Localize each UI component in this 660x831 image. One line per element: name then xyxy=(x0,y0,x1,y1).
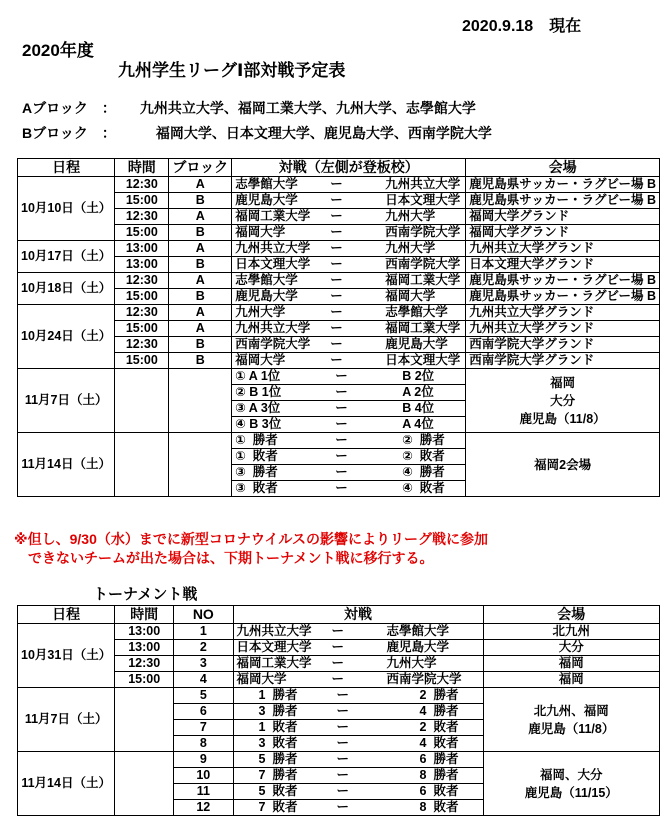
match-cell xyxy=(233,656,483,672)
time-cell: 13:00 xyxy=(115,257,169,273)
versus-dash: ー xyxy=(330,193,343,207)
away-team: ④ 敗者 xyxy=(402,481,445,495)
match-cell xyxy=(233,752,483,768)
away-team: 九州大学 xyxy=(385,209,436,223)
block-cell xyxy=(169,369,232,433)
match-cell xyxy=(232,385,466,401)
time-cell: 13:00 xyxy=(115,640,174,656)
venue-line: 鹿児島（11/8） xyxy=(528,721,615,736)
no-cell: 2 xyxy=(174,640,233,656)
home-team: 九州共立大学 xyxy=(235,241,311,255)
table-row xyxy=(18,177,660,193)
home-team: ③ 敗者 xyxy=(235,481,278,495)
block-b-label: Bブロック ： xyxy=(22,125,116,141)
home-team: 1 敗者 xyxy=(258,720,298,734)
venue-line: 大分 xyxy=(550,393,576,408)
away-team: 西南学院大学 xyxy=(386,672,462,686)
versus-dash: ー xyxy=(335,385,348,399)
no-cell: 12 xyxy=(174,800,233,816)
away-team: B 2位 xyxy=(402,369,435,383)
time-cell: 15:00 xyxy=(115,672,174,688)
time-cell: 12:30 xyxy=(115,209,169,225)
versus-dash: ー xyxy=(336,768,350,782)
notice-line-1: ※但し、9/30（水）までに新型コロナウイルスの影響によりリーグ戦に参加 xyxy=(14,531,489,547)
match-cell xyxy=(232,449,466,465)
match-cell xyxy=(232,465,466,481)
column-header: 対戦（左側が登板校） xyxy=(232,159,466,177)
home-team: 3 勝者 xyxy=(258,704,298,718)
away-team: 九州大学 xyxy=(386,656,437,670)
date-cell: 10月24日（土） xyxy=(18,305,115,369)
venue-cell: 北九州 xyxy=(483,624,659,640)
away-team: 西南学院大学 xyxy=(385,225,461,239)
home-team: 福岡大学 xyxy=(235,225,286,239)
match-cell xyxy=(232,481,466,497)
away-team: 九州大学 xyxy=(385,241,436,255)
venue-cell xyxy=(466,433,660,497)
home-team: 福岡大学 xyxy=(236,672,287,686)
home-team: ② B 1位 xyxy=(235,385,282,399)
block-cell: B xyxy=(169,289,232,305)
block-cell: A xyxy=(169,177,232,193)
time-cell: 15:00 xyxy=(115,353,169,369)
block-cell: B xyxy=(169,337,232,353)
fiscal-year: 2020年度 xyxy=(22,41,94,60)
versus-dash: ー xyxy=(330,337,343,351)
page-title: 九州学生リーグⅠ部対戦予定表 xyxy=(118,61,346,80)
home-team: 1 勝者 xyxy=(258,688,298,702)
block-cell: A xyxy=(169,209,232,225)
match-cell xyxy=(233,768,483,784)
versus-dash: ー xyxy=(336,800,350,814)
block-cell: B xyxy=(169,353,232,369)
column-header: 会場 xyxy=(483,606,659,624)
home-team: 日本文理大学 xyxy=(235,257,311,271)
venue-cell xyxy=(466,369,660,433)
venue-cell: 福岡 xyxy=(483,656,659,672)
away-team: 日本文理大学 xyxy=(385,353,461,367)
versus-dash: ー xyxy=(336,784,350,798)
match-cell xyxy=(233,720,483,736)
venue-cell: 鹿児島県サッカー・ラグビー場 B xyxy=(466,177,660,193)
home-team: ③ A 3位 xyxy=(235,401,281,415)
no-cell: 7 xyxy=(174,720,233,736)
block-cell xyxy=(169,433,232,497)
date-cell: 10月10日（土） xyxy=(18,177,115,241)
home-team: 西南学院大学 xyxy=(235,337,311,351)
column-header: 時間 xyxy=(115,606,174,624)
versus-dash: ー xyxy=(330,273,343,287)
match-cell xyxy=(232,433,466,449)
block-b-teams: 福岡大学、日本文理大学、鹿児島大学、西南学院大学 xyxy=(155,125,492,141)
time-cell: 12:30 xyxy=(115,305,169,321)
venue-cell: 日本文理大学グランド xyxy=(466,257,660,273)
home-team: 5 敗者 xyxy=(258,784,298,798)
column-header: 会場 xyxy=(466,159,660,177)
away-team: 九州共立大学 xyxy=(385,177,461,191)
versus-dash: ー xyxy=(330,257,343,271)
table-row xyxy=(18,688,660,704)
away-team: 2 勝者 xyxy=(419,688,459,702)
venue-cell: 九州共立大学グランド xyxy=(466,305,660,321)
no-cell: 4 xyxy=(174,672,233,688)
away-team: A 4位 xyxy=(402,417,434,431)
no-cell: 11 xyxy=(174,784,233,800)
time-cell xyxy=(115,688,174,752)
venue-line: 北九州、福岡 xyxy=(533,703,609,718)
date-cell: 11月7日（土） xyxy=(18,688,115,752)
match-cell xyxy=(233,672,483,688)
match-cell xyxy=(232,401,466,417)
time-cell xyxy=(115,433,169,497)
away-team: 4 敗者 xyxy=(419,736,459,750)
home-team: 鹿児島大学 xyxy=(235,289,298,303)
away-team: 8 勝者 xyxy=(419,768,459,782)
versus-dash: ー xyxy=(330,289,343,303)
match-cell xyxy=(233,688,483,704)
column-header: 対戦 xyxy=(233,606,483,624)
versus-dash: ー xyxy=(335,433,348,447)
league-schedule-table xyxy=(17,158,660,497)
away-team: 日本文理大学 xyxy=(385,193,461,207)
venue-cell: 鹿児島県サッカー・ラグビー場 B xyxy=(466,289,660,305)
date-cell: 11月7日（土） xyxy=(18,369,115,433)
date-cell: 10月31日（土） xyxy=(18,624,115,688)
time-cell: 13:00 xyxy=(115,624,174,640)
away-team: 8 敗者 xyxy=(419,800,459,814)
home-team: 3 敗者 xyxy=(258,736,298,750)
home-team: 志學館大学 xyxy=(235,177,298,191)
home-team: 福岡大学 xyxy=(235,353,286,367)
versus-dash: ー xyxy=(336,704,350,718)
versus-dash: ー xyxy=(330,177,343,191)
time-cell: 15:00 xyxy=(115,289,169,305)
away-team: 4 勝者 xyxy=(419,704,459,718)
match-cell xyxy=(232,209,466,225)
versus-dash: ー xyxy=(330,225,343,239)
venue-cell: 福岡 xyxy=(483,672,659,688)
versus-dash: ー xyxy=(335,465,348,479)
versus-dash: ー xyxy=(331,640,345,654)
versus-dash: ー xyxy=(336,736,350,750)
home-team: ④ B 3位 xyxy=(235,417,282,431)
away-team: 6 敗者 xyxy=(419,784,459,798)
column-header: 日程 xyxy=(18,606,115,624)
versus-dash: ー xyxy=(335,481,348,495)
away-team: 志學館大学 xyxy=(386,624,450,638)
block-cell: A xyxy=(169,305,232,321)
time-cell: 12:30 xyxy=(115,656,174,672)
venue-cell: 鹿児島県サッカー・ラグビー場 B xyxy=(466,273,660,289)
no-cell: 9 xyxy=(174,752,233,768)
away-team: ② 勝者 xyxy=(402,433,445,447)
away-team: 福岡工業大学 xyxy=(385,273,461,287)
away-team: 志學館大学 xyxy=(385,305,448,319)
match-cell xyxy=(232,337,466,353)
block-a-line xyxy=(22,98,476,118)
away-team: 6 勝者 xyxy=(419,752,459,766)
header-row xyxy=(18,159,660,177)
venue-cell: 鹿児島県サッカー・ラグビー場 B xyxy=(466,193,660,209)
venue-cell: 西南学院大学グランド xyxy=(466,337,660,353)
venue-cell: 九州共立大学グランド xyxy=(466,321,660,337)
home-team: ③ 勝者 xyxy=(235,465,278,479)
column-header: NO xyxy=(174,606,233,624)
versus-dash: ー xyxy=(336,752,350,766)
home-team: 日本文理大学 xyxy=(236,640,312,654)
time-cell: 12:30 xyxy=(115,177,169,193)
away-team: 西南学院大学 xyxy=(385,257,461,271)
away-team: 2 敗者 xyxy=(419,720,459,734)
no-cell: 8 xyxy=(174,736,233,752)
versus-dash: ー xyxy=(330,321,343,335)
table-row xyxy=(18,273,660,289)
match-cell xyxy=(232,417,466,433)
versus-dash: ー xyxy=(331,624,345,638)
versus-dash: ー xyxy=(336,688,350,702)
block-cell: A xyxy=(169,273,232,289)
match-cell xyxy=(232,369,466,385)
away-team: 鹿児島大学 xyxy=(385,337,448,351)
date-cell: 11月14日（土） xyxy=(18,433,115,497)
date-stamp: 2020.9.18 現在 xyxy=(462,18,582,35)
match-cell xyxy=(233,736,483,752)
match-cell xyxy=(232,353,466,369)
table-row xyxy=(18,752,660,768)
block-b-line xyxy=(22,123,492,143)
home-team: ① 勝者 xyxy=(235,433,278,447)
column-header: ブロック xyxy=(169,159,232,177)
home-team: 福岡工業大学 xyxy=(236,656,312,670)
match-cell xyxy=(233,800,483,816)
tournament-schedule-table xyxy=(17,605,660,816)
table-row xyxy=(18,305,660,321)
match-cell xyxy=(232,289,466,305)
venue-cell xyxy=(483,752,659,816)
match-cell xyxy=(233,640,483,656)
tournament-title: トーナメント戦 xyxy=(93,586,198,603)
block-cell: A xyxy=(169,321,232,337)
home-team: ① A 1位 xyxy=(235,369,281,383)
time-cell xyxy=(115,369,169,433)
venue-line: 鹿児島（11/15） xyxy=(524,785,618,800)
home-team: 九州大学 xyxy=(235,305,286,319)
versus-dash: ー xyxy=(331,656,345,670)
time-cell: 12:30 xyxy=(115,273,169,289)
away-team: ④ 勝者 xyxy=(402,465,445,479)
home-team: ① 敗者 xyxy=(235,449,278,463)
home-team: 5 勝者 xyxy=(258,752,298,766)
venue-cell: 福岡大学グランド xyxy=(466,225,660,241)
time-cell xyxy=(115,752,174,816)
versus-dash: ー xyxy=(335,401,348,415)
versus-dash: ー xyxy=(335,369,348,383)
venue-cell xyxy=(483,688,659,752)
table-row xyxy=(18,241,660,257)
match-cell xyxy=(232,257,466,273)
away-team: 福岡工業大学 xyxy=(385,321,461,335)
no-cell: 3 xyxy=(174,656,233,672)
date-cell: 10月18日（土） xyxy=(18,273,115,305)
versus-dash: ー xyxy=(335,417,348,431)
away-team: B 4位 xyxy=(402,401,435,415)
match-cell xyxy=(233,784,483,800)
column-header: 時間 xyxy=(115,159,169,177)
home-team: 九州共立大学 xyxy=(236,624,312,638)
home-team: 7 敗者 xyxy=(258,800,298,814)
table-row xyxy=(18,624,660,640)
match-cell xyxy=(232,321,466,337)
match-cell xyxy=(232,273,466,289)
away-team: ② 敗者 xyxy=(402,449,445,463)
no-cell: 10 xyxy=(174,768,233,784)
away-team: 鹿児島大学 xyxy=(386,640,450,654)
venue-line: 福岡、大分 xyxy=(540,767,603,782)
time-cell: 13:00 xyxy=(115,241,169,257)
match-cell xyxy=(233,704,483,720)
versus-dash: ー xyxy=(330,305,343,319)
versus-dash: ー xyxy=(336,720,350,734)
venue-cell: 大分 xyxy=(483,640,659,656)
home-team: 福岡工業大学 xyxy=(235,209,311,223)
home-team: 鹿児島大学 xyxy=(235,193,298,207)
home-team: 九州共立大学 xyxy=(235,321,311,335)
block-cell: A xyxy=(169,241,232,257)
versus-dash: ー xyxy=(330,353,343,367)
match-cell xyxy=(232,241,466,257)
versus-dash: ー xyxy=(331,672,345,686)
time-cell: 15:00 xyxy=(115,321,169,337)
block-cell: B xyxy=(169,225,232,241)
away-team: A 2位 xyxy=(402,385,434,399)
column-header: 日程 xyxy=(18,159,115,177)
block-cell: B xyxy=(169,193,232,209)
versus-dash: ー xyxy=(335,449,348,463)
no-cell: 5 xyxy=(174,688,233,704)
match-cell xyxy=(232,305,466,321)
no-cell: 6 xyxy=(174,704,233,720)
venue-line: 福岡 xyxy=(550,375,576,390)
venue-cell: 九州共立大学グランド xyxy=(466,241,660,257)
notice-line-2: できないチームが出た場合は、下期トーナメント戦に移行する。 xyxy=(14,550,434,566)
block-a-label: Aブロック ： xyxy=(22,100,116,116)
block-a-teams: 九州共立大学、福岡工業大学、九州大学、志學館大学 xyxy=(139,100,476,116)
venue-line: 鹿児島（11/8） xyxy=(519,411,606,426)
time-cell: 12:30 xyxy=(115,337,169,353)
table-row xyxy=(18,369,660,385)
block-cell: B xyxy=(169,257,232,273)
venue-cell: 西南学院大学グランド xyxy=(466,353,660,369)
header-row xyxy=(18,606,660,624)
match-cell xyxy=(233,624,483,640)
venue-cell: 福岡大学グランド xyxy=(466,209,660,225)
home-team: 志學館大学 xyxy=(235,273,298,287)
time-cell: 15:00 xyxy=(115,225,169,241)
venue-line: 福岡2会場 xyxy=(534,457,592,472)
match-cell xyxy=(232,177,466,193)
match-cell xyxy=(232,193,466,209)
away-team: 福岡大学 xyxy=(385,289,436,303)
date-cell: 10月17日（土） xyxy=(18,241,115,273)
home-team: 7 勝者 xyxy=(258,768,298,782)
time-cell: 15:00 xyxy=(115,193,169,209)
table-row xyxy=(18,433,660,449)
versus-dash: ー xyxy=(330,209,343,223)
no-cell: 1 xyxy=(174,624,233,640)
match-cell xyxy=(232,225,466,241)
date-cell: 11月14日（土） xyxy=(18,752,115,816)
versus-dash: ー xyxy=(330,241,343,255)
